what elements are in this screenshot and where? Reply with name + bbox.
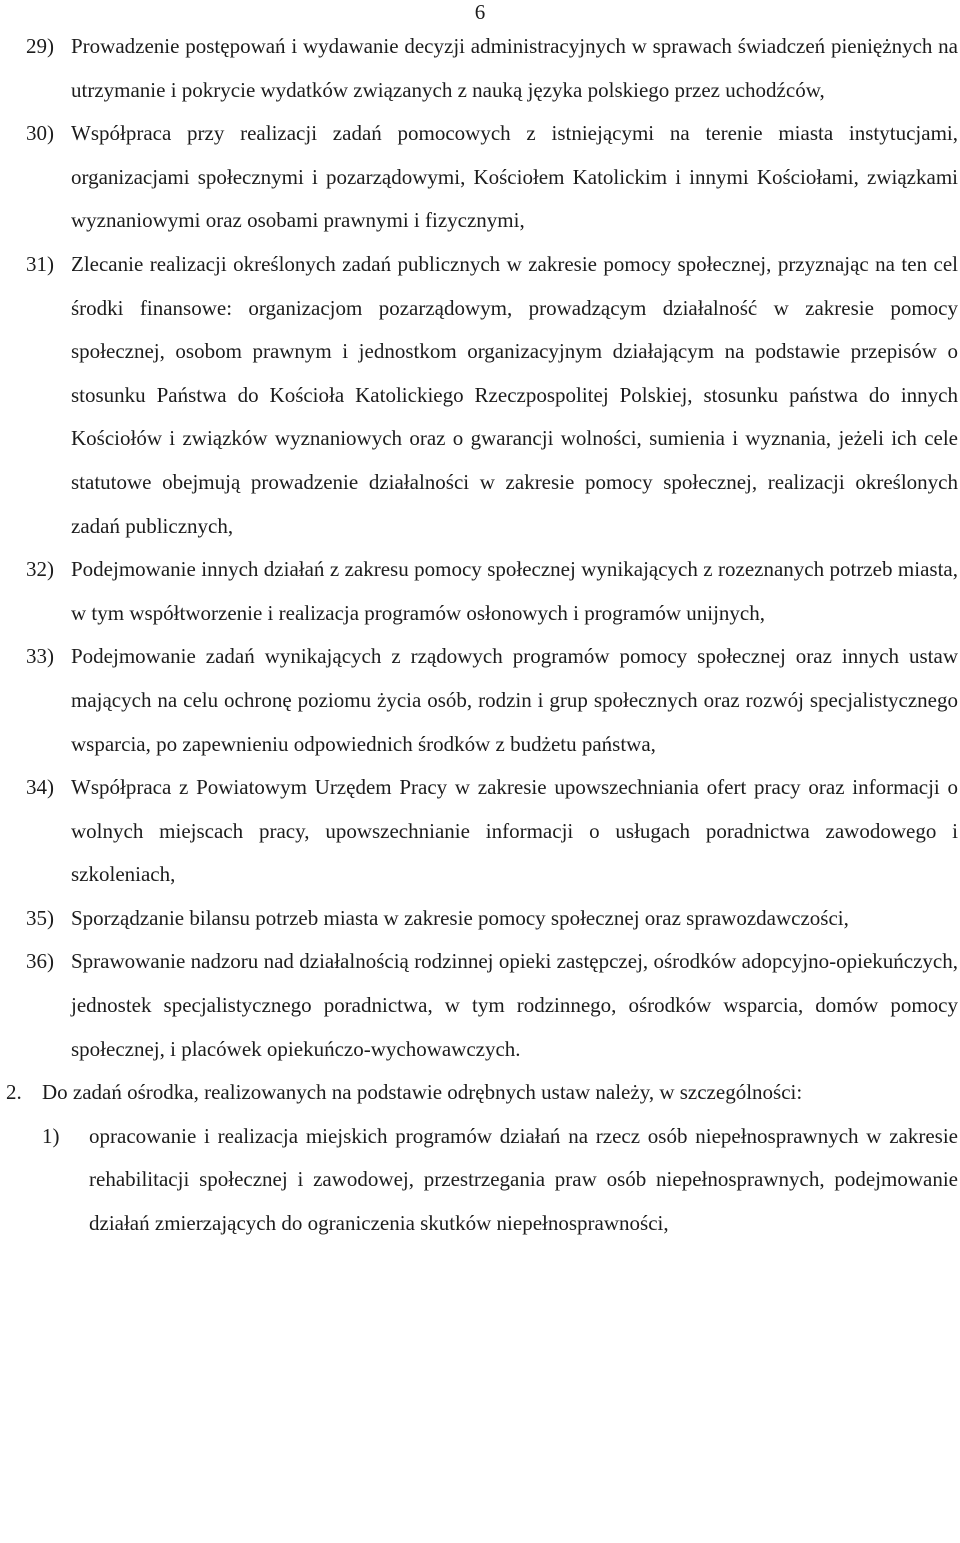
list-item-number: 29) <box>26 34 54 58</box>
list-item-number: 31) <box>26 251 54 276</box>
list-item-text: Sporządzanie bilansu potrzeb miasta w zakresie pomocy społecznej oraz sprawozdawczości, <box>71 905 849 930</box>
document-body <box>0 25 960 1246</box>
section-text: Do zadań ośrodka, realizowanych na podstawie odrębnych ustaw należy, w szczególności: <box>42 1080 803 1105</box>
list-item-35 <box>0 897 960 941</box>
list-item-text: Współpraca z Powiatowym Urzędem Pracy w zakresie upowszechniania ofert pracy oraz informacji o wolnych miejscach pracy, upowszechnianie informacji o usługach poradnictwa zawodowego i szkoleniach, <box>71 775 958 887</box>
list-item-33 <box>0 635 960 766</box>
list-item-text: Współpraca przy realizacji zadań pomocowych z istniejącymi na terenie miasta instytucjami, organizacjami społecznymi i pozarządowymi, Kościołem Katolickim i innymi Kościołami, związkami wyznaniowymi oraz osobami prawnymi i fizycznymi, <box>71 121 958 233</box>
list-item-text: Zlecanie realizacji określonych zadań publicznych w zakresie pomocy społecznej, przyznając na ten cel środki finansowe: organizacjom pozarządowym, prowadzącym działalność w zakresie pomocy społecznej, osobom prawnym i jednostkom organizacyjnym działającym na podstawie przepisów o stosunku Państwa do Kościoła Katolickiego Rzeczpospolitej Polskiej, stosunku państwa do innych Kościołów i związków wyznaniowych oraz o gwarancji wolności, sumienia i wyznania, jeżeli ich cele statutowe obejmują prowadzenie działalności w zakresie pomocy społecznej, realizacji określonych zadań publicznych, <box>71 251 958 538</box>
list-item-32 <box>0 548 960 635</box>
list-item-number: 32) <box>26 557 54 582</box>
subitem-number: 1) <box>42 1123 60 1148</box>
list-item-31 <box>0 243 960 548</box>
section-2 <box>0 1071 960 1115</box>
list-item-text: Prowadzenie postępowań i wydawanie decyzji administracyjnych w sprawach świadczeń pieniężnych na utrzymanie i pokrycie wydatków związanych z nauką języka polskiego przez uchodźców, <box>71 34 958 102</box>
list-item-text: Sprawowanie nadzoru nad działalnością rodzinnej opieki zastępczej, ośrodków adopcyjno-opiekuńczych, jednostek specjalistycznego poradnictwa, w tym rodzinnego, ośrodków wsparcia, domów pomocy społecznej, i placówek opiekuńczo-wychowawczych. <box>71 949 958 1061</box>
list-item-36 <box>0 940 960 1071</box>
list-item-30 <box>0 112 960 243</box>
list-item-number: 30) <box>26 121 54 146</box>
subitem-1 <box>0 1115 960 1246</box>
list-item-text: Podejmowanie zadań wynikających z rządowych programów pomocy społecznej oraz innych ustaw mających na celu ochronę poziomu życia osób, rodzin i grup społecznych oraz rozwój specjalistycznego wsparcia, po zapewnieniu odpowiednich środków z budżetu państwa, <box>71 644 958 756</box>
list-item-text: Podejmowanie innych działań z zakresu pomocy społecznej wynikających z rozeznanych potrzeb miasta, w tym współtworzenie i realizacja programów osłonowych i programów unijnych, <box>71 557 958 625</box>
list-item-34 <box>0 766 960 897</box>
page-number: 6 <box>474 0 486 24</box>
list-item-29 <box>0 25 960 112</box>
subitem-text: opracowanie i realizacja miejskich programów działań na rzecz osób niepełnosprawnych w zakresie rehabilitacji społecznej i zawodowej, przestrzegania praw osób niepełnosprawnych, podejmowanie działań zmierzających do ograniczenia skutków niepełnosprawności, <box>89 1123 958 1236</box>
section-number: 2. <box>6 1080 22 1105</box>
list-item-number: 34) <box>26 775 54 800</box>
list-item-number: 33) <box>26 644 54 669</box>
list-item-number: 36) <box>26 949 54 974</box>
list-item-number: 35) <box>26 905 54 930</box>
